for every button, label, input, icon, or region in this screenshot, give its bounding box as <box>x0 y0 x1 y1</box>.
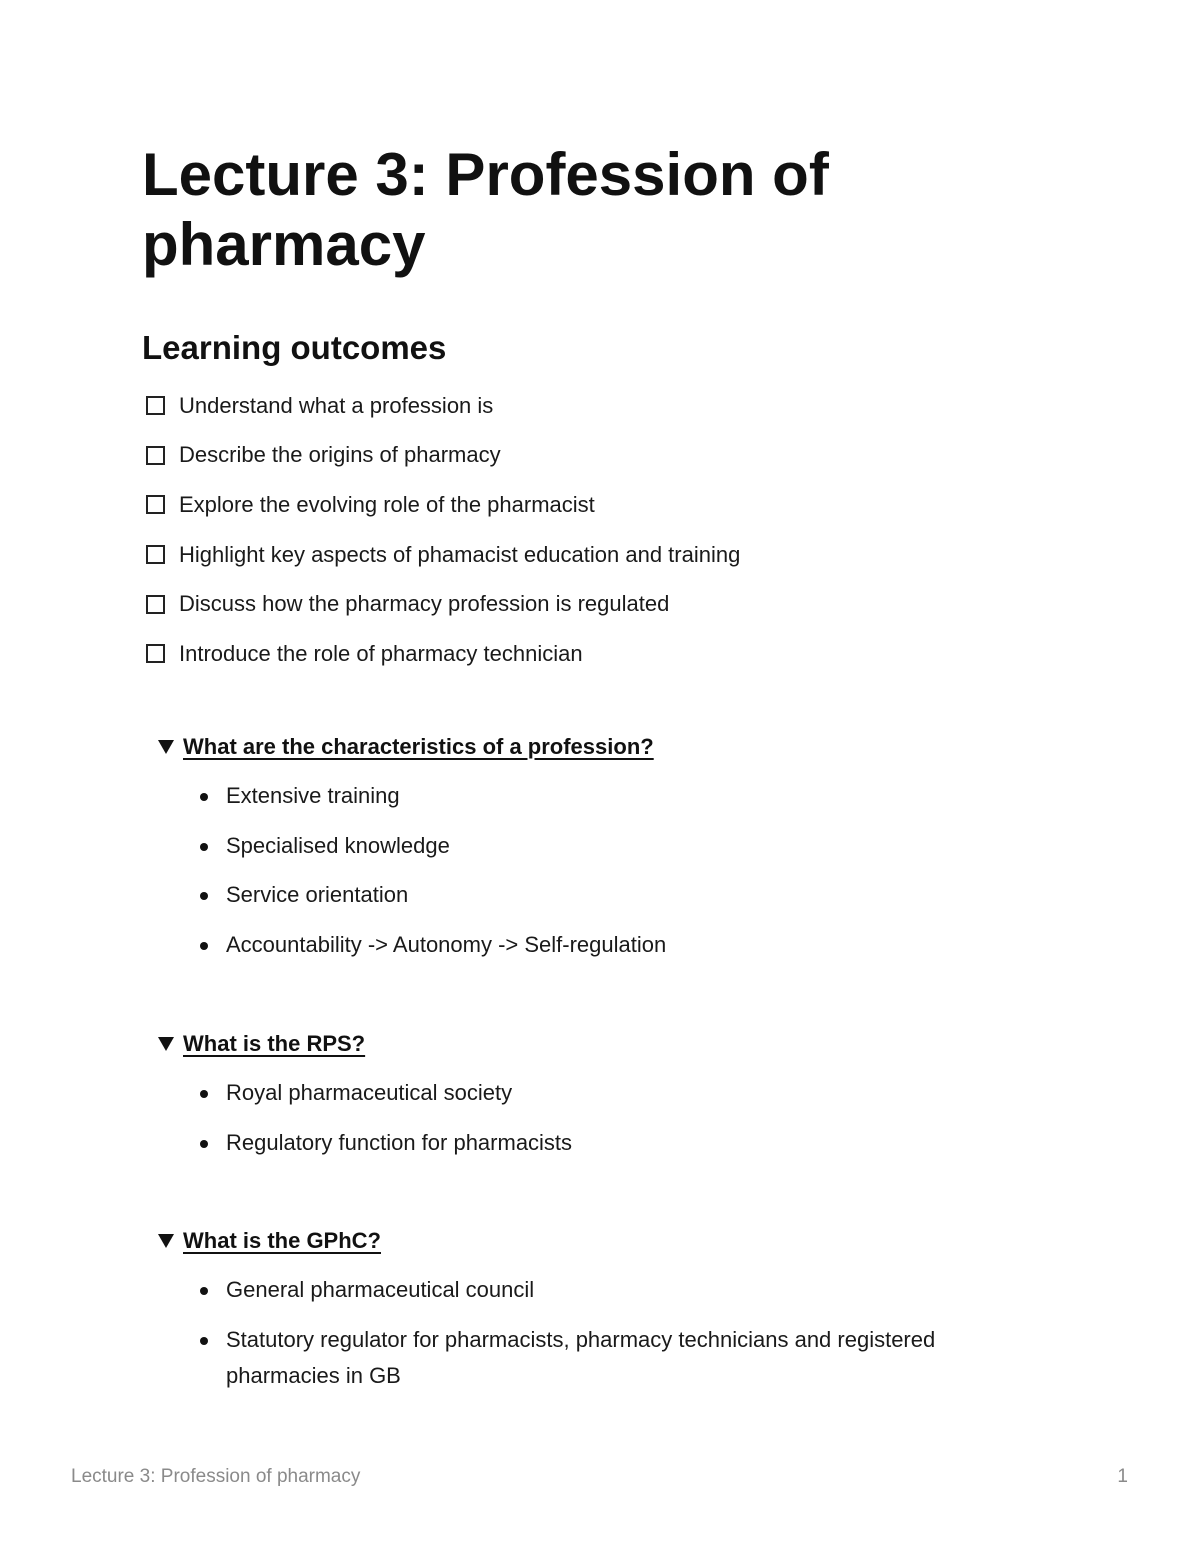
todo-label: Explore the evolving role of the pharmacist <box>179 491 595 517</box>
list-item-text: General pharmaceutical council <box>226 1277 535 1302</box>
todo-item[interactable] <box>146 381 740 431</box>
list-item <box>156 1075 1026 1111</box>
toggle-header[interactable] <box>156 729 1026 765</box>
bullet-list <box>156 778 1026 963</box>
checkbox-empty-icon[interactable] <box>146 446 165 465</box>
list-item-text: Accountability -> Autonomy -> Self-regulation <box>226 931 667 957</box>
todo-label: Describe the origins of pharmacy <box>179 442 501 468</box>
bullet-dot-icon <box>200 1140 208 1148</box>
checkbox-empty-icon[interactable] <box>146 545 165 564</box>
toggle-header[interactable] <box>156 1026 1026 1062</box>
triangle-down-icon[interactable] <box>158 1037 174 1051</box>
list-item <box>156 778 1026 814</box>
bullet-dot-icon <box>200 793 208 801</box>
learning-outcomes-list <box>146 381 740 679</box>
bullet-dot-icon <box>200 843 208 851</box>
page-number: 1 <box>1117 1466 1128 1487</box>
list-item-text: Statutory regulator for pharmacists, pharmacy technicians and registered pharmacies in GB <box>226 1326 936 1388</box>
list-item-text: Extensive training <box>226 783 400 808</box>
toggle-header[interactable] <box>156 1223 1026 1259</box>
todo-item[interactable] <box>146 431 740 481</box>
list-item <box>156 1272 1026 1308</box>
toggle-characteristics <box>156 729 1026 976</box>
bullet-dot-icon <box>200 942 208 950</box>
triangle-down-icon[interactable] <box>158 740 174 754</box>
list-item <box>156 1322 1026 1394</box>
list-item <box>156 927 1026 963</box>
footer-title: Lecture 3: Profession of pharmacy <box>71 1466 361 1487</box>
list-item <box>156 877 1026 913</box>
bullet-list <box>156 1272 1026 1394</box>
todo-label: Introduce the role of pharmacy technician <box>179 640 583 666</box>
checkbox-empty-icon[interactable] <box>146 644 165 663</box>
checkbox-empty-icon[interactable] <box>146 396 165 415</box>
todo-item[interactable] <box>146 530 740 580</box>
todo-item[interactable] <box>146 579 740 629</box>
todo-label: Highlight key aspects of phamacist education and training <box>179 541 741 567</box>
toggle-title[interactable]: What is the GPhC? <box>183 1228 381 1253</box>
toggle-title[interactable]: What is the RPS? <box>183 1031 366 1056</box>
bullet-dot-icon <box>200 1287 208 1295</box>
checkbox-empty-icon[interactable] <box>146 595 165 614</box>
todo-item[interactable] <box>146 629 740 679</box>
toggle-gphc <box>156 1223 1026 1407</box>
todo-item[interactable] <box>146 480 740 530</box>
learning-outcomes-heading: Learning outcomes <box>142 329 447 366</box>
toggle-rps <box>156 1026 1026 1174</box>
todo-label: Discuss how the pharmacy profession is regulated <box>179 591 670 617</box>
checkbox-empty-icon[interactable] <box>146 495 165 514</box>
list-item <box>156 828 1026 864</box>
list-item-text: Regulatory function for pharmacists <box>226 1129 573 1155</box>
list-item <box>156 1125 1026 1161</box>
toggle-title[interactable]: What are the characteristics of a profession? <box>183 734 654 759</box>
bullet-dot-icon <box>200 1090 208 1098</box>
bullet-list <box>156 1075 1026 1161</box>
list-item-text: Royal pharmaceutical society <box>226 1080 513 1105</box>
bullet-dot-icon <box>200 1337 208 1345</box>
list-item-text: Specialised knowledge <box>226 832 450 858</box>
bullet-dot-icon <box>200 892 208 900</box>
page-title: Lecture 3: Profession of pharmacy <box>142 141 829 278</box>
list-item-text: Service orientation <box>226 882 409 907</box>
triangle-down-icon[interactable] <box>158 1234 174 1248</box>
todo-label: Understand what a profession is <box>179 392 494 418</box>
